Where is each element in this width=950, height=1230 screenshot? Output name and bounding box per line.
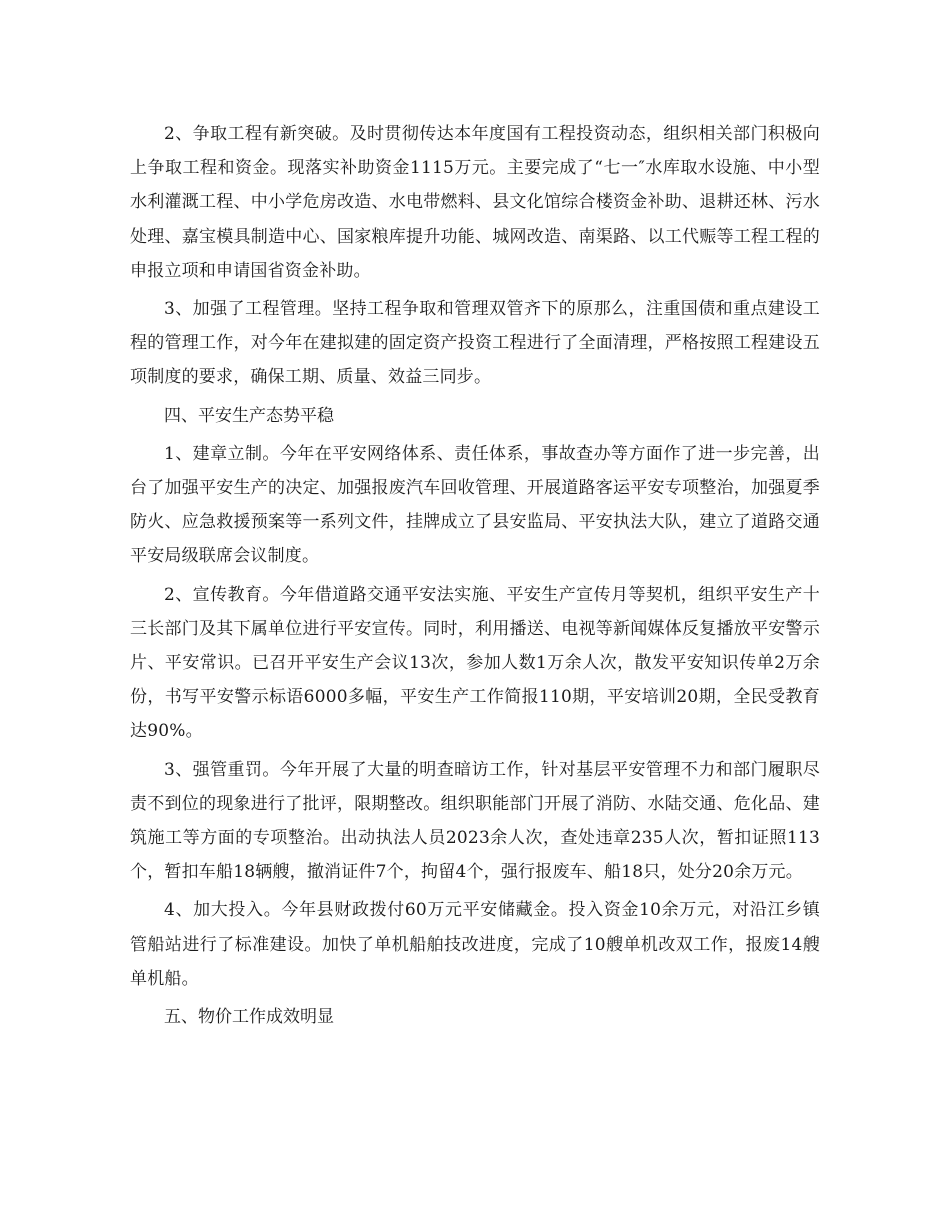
section-heading-safety: 四、平安生产态势平稳	[164, 405, 334, 426]
paragraph-regulations: 1、建章立制。今年在平安网络体系、责任体系，事故查办等方面作了进一步完善，出台了加强平安生产的决定、加强报废汽车回收管理、开展道路客运平安专项整治，加强夏季防火、应急救援预案等一系列文件，挂牌成立了县安监局、平安执法大队，建立了道路交通平安局级联席会议制度。	[130, 443, 820, 567]
paragraph-publicity: 2、宣传教育。今年借道路交通平安法实施、平安生产宣传月等契机，组织平安生产十三长部门及其下属单位进行平安宣传。同时，利用播送、电视等新闻媒体反复播放平安警示片、平安常识。已召开平安生产会议13次，参加人数1万余人次，散发平安知识传单2万余份，书写平安警示标语6000多幅，平安生产工作简报110期，平安培训20期，全民受教育达90%。	[130, 584, 820, 742]
paragraph-project-breakthrough: 2、争取工程有新突破。及时贯彻传达本年度国有工程投资动态，组织相关部门积极向上争取工程和资金。现落实补助资金1115万元。主要完成了“七一″水库取水设施、中小型水利灌溉工程、中小学危房改造、水电带燃料、县文化馆综合楼资金补助、退耕还林、污水处理、嘉宝模具制造中心、国家粮库提升功能、城网改造、南渠路、以工代赈等工程工程的申报立项和申请国省资金补助。	[130, 124, 820, 281]
paragraph-enforcement: 3、强管重罚。今年开展了大量的明查暗访工作，针对基层平安管理不力和部门履职尽责不到位的现象进行了批评，限期整改。组织职能部门开展了消防、水陆交通、危化品、建筑施工等方面的专项整治。出动执法人员2023余人次，查处违章235人次，暂扣证照113个，暂扣车船18辆艘，撤消证件7个，拘留4个，强行报废车、船18只，处分20余万元。	[130, 759, 820, 883]
section-heading-prices: 五、物价工作成效明显	[164, 1007, 334, 1028]
document-body	[130, 117, 820, 1038]
paragraph-project-management: 3、加强了工程管理。坚持工程争取和管理双管齐下的原那么，注重国债和重点建设工程的管理工作，对今年在建拟建的固定资产投资工程进行了全面清理，严格按照工程建设五项制度的要求，确保工期、质量、效益三同步。	[130, 299, 820, 388]
paragraph-investment: 4、加大投入。今年县财政拨付60万元平安储藏金。投入资金10余万元，对沿江乡镇管船站进行了标准建设。加快了单机船舶技改进度，完成了10艘单机改双工作，报废14艘单机船。	[130, 900, 820, 989]
